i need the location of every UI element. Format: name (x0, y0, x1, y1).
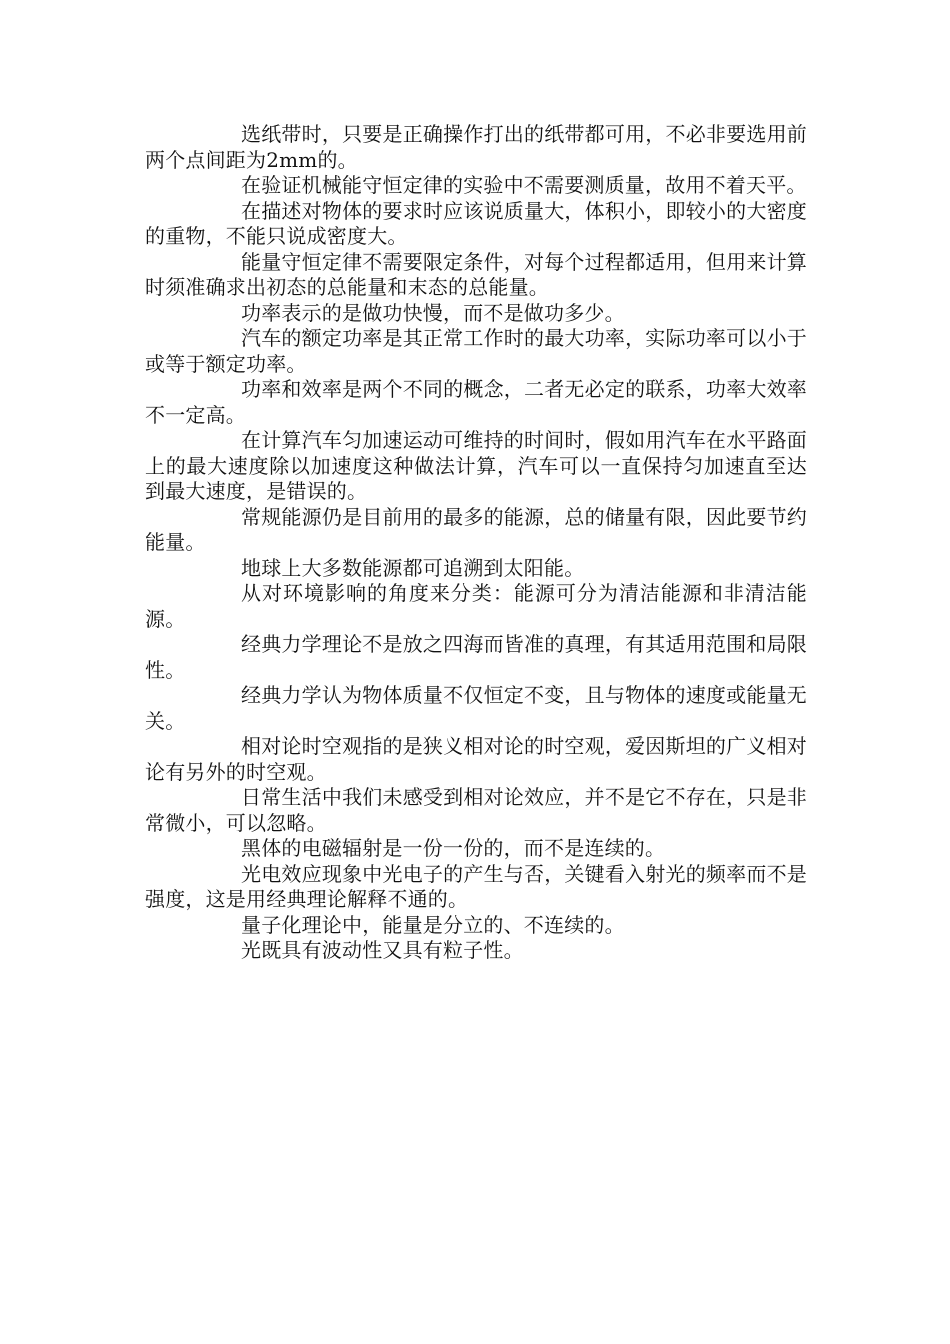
paragraph: 从对环境影响的角度来分类：能源可分为清洁能源和非清洁能源。 (145, 581, 807, 631)
paragraph: 能量守恒定律不需要限定条件，对每个过程都适用，但用来计算时须准确求出初态的总能量和末态的总能量。 (145, 249, 807, 299)
paragraph: 在验证机械能守恒定律的实验中不需要测质量，故用不着天平。 (241, 173, 807, 197)
paragraph: 选纸带时，只要是正确操作打出的纸带都可用，不必非要选用前两个点间距为2mm的。 (145, 122, 807, 172)
paragraph: 经典力学理论不是放之四海而皆准的真理，有其适用范围和局限性。 (145, 632, 807, 682)
paragraph: 在计算汽车匀加速运动可维持的时间时，假如用汽车在水平路面上的最大速度除以加速度这种做法计算，汽车可以一直保持匀加速直至达到最大速度，是错误的。 (145, 428, 807, 503)
paragraph: 光电效应现象中光电子的产生与否，关键看入射光的频率而不是强度，这是用经典理论解释不通的。 (145, 861, 807, 911)
paragraph: 功率和效率是两个不同的概念，二者无必定的联系，功率大效率不一定高。 (145, 377, 807, 427)
paragraph: 常规能源仍是目前用的最多的能源，总的储量有限，因此要节约能量。 (145, 504, 807, 554)
paragraph: 在描述对物体的要求时应该说质量大，体积小，即较小的大密度的重物，不能只说成密度大。 (145, 198, 807, 248)
paragraph: 黑体的电磁辐射是一份一份的，而不是连续的。 (241, 836, 666, 860)
document-body (145, 122, 807, 964)
paragraph: 汽车的额定功率是其正常工作时的最大功率，实际功率可以小于或等于额定功率。 (145, 326, 807, 376)
paragraph: 日常生活中我们未感受到相对论效应，并不是它不存在，只是非常微小，可以忽略。 (145, 785, 807, 835)
paragraph: 光既具有波动性又具有粒子性。 (241, 938, 524, 962)
paragraph: 相对论时空观指的是狭义相对论的时空观，爱因斯坦的广义相对论有另外的时空观。 (145, 734, 807, 784)
paragraph: 经典力学认为物体质量不仅恒定不变，且与物体的速度或能量无关。 (145, 683, 807, 733)
paragraph: 量子化理论中，能量是分立的、不连续的。 (241, 912, 625, 937)
paragraph: 地球上大多数能源都可追溯到太阳能。 (241, 555, 585, 580)
paragraph: 功率表示的是做功快慢，而不是做功多少。 (241, 300, 625, 325)
